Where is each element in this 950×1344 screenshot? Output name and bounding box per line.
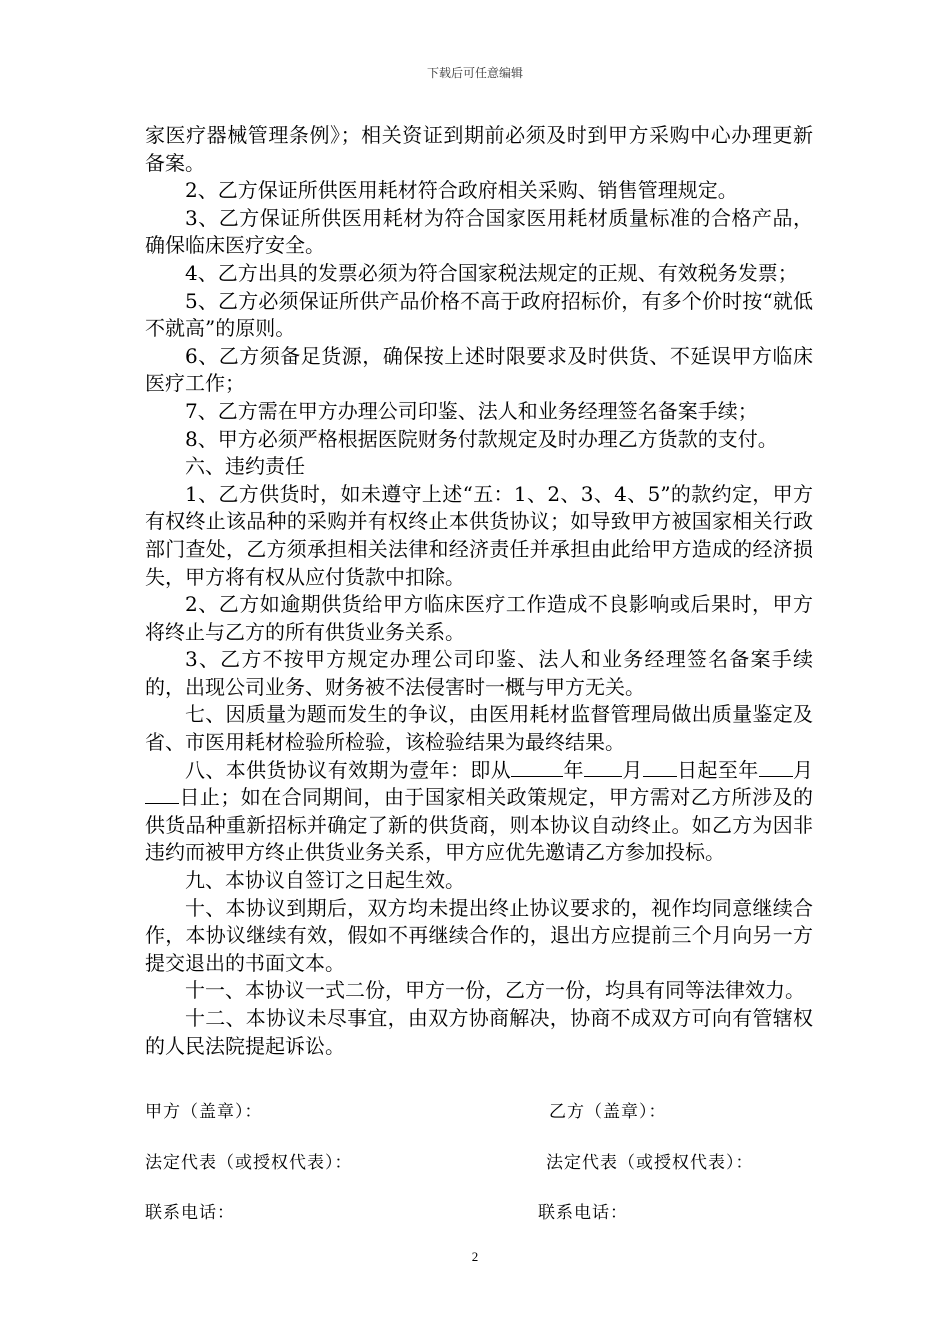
- clause-10: 十、本协议到期后，双方均未提出终止协议要求的，视作均同意继续合作，本协议继续有效，假如不再继续合作的，退出方应提前三个月向另一方提交退出的书面文本。: [145, 895, 813, 975]
- section-heading-breach: 六、违约责任: [185, 454, 305, 479]
- party-b-rep-label: 法定代表（或授权代表）：: [546, 1153, 754, 1173]
- paragraph-continuation: 家医疗器械管理条例》；相关资证到期前必须及时到甲方采购中心办理更新备案。: [145, 123, 813, 175]
- party-a-seal-label: 甲方（盖章）：: [145, 1102, 263, 1122]
- clause-6-1: 1、乙方供货时，如未遵守上述“五：1、2、3、4、5”的款约定，甲方有权终止该品种的采购并有权终止本供货协议；如导致甲方被国家相关行政部门查处，乙方须承担相关法律和经济责任并承担由此给甲方造成的经济损失，甲方将有权从应付货款中扣除。: [145, 481, 813, 589]
- party-a-rep-label: 法定代表（或授权代表）：: [145, 1153, 353, 1173]
- blank-month-from: [584, 758, 622, 777]
- page-header: 下载后可任意编辑: [426, 66, 523, 80]
- clause-5-7: 7、乙方需在甲方办理公司印鉴、法人和业务经理签名备案手续；: [185, 398, 758, 423]
- clause-5-4: 4、乙方出具的发票必须为符合国家税法规定的正规、有效税务发票；: [185, 260, 798, 285]
- clause-8-validity: 八、本供货协议有效期为壹年：即从 年 月 日起至年 月日止；如在合同期间，由于国家相关政策规定，甲方需对乙方所涉及的供货品种重新招标并确定了新的供货商，则本协议自动终止。如乙方为因非违约而被甲方终止供货业务关系，甲方应优先邀请乙方参加投标。: [145, 757, 814, 865]
- clause-6-2: 2、乙方如逾期供货给甲方临床医疗工作造成不良影响或后果时，甲方将终止与乙方的所有供货业务关系。: [145, 592, 813, 644]
- clause-6-3: 3、乙方不按甲方规定办理公司印鉴、法人和业务经理签名备案手续的，出现公司业务、财务被不法侵害时一概与甲方无关。: [145, 647, 813, 699]
- clause-5-3: 3、乙方保证所供医用耗材为符合国家医用耗材质量标准的合格产品，确保临床医疗安全。: [145, 205, 813, 258]
- party-a-phone-label: 联系电话：: [145, 1203, 235, 1223]
- blank-day-from: [643, 758, 677, 777]
- clause-5-5: 5、乙方必须保证所供产品价格不高于政府招标价，有多个价时按“就低不就高”的原则。: [145, 288, 813, 341]
- clause-5-2: 2、乙方保证所供医用耗材符合政府相关采购、销售管理规定。: [185, 178, 738, 203]
- party-b-phone-label: 联系电话：: [538, 1203, 628, 1223]
- contract-body: [145, 122, 813, 1060]
- blank-year-from: [511, 758, 563, 777]
- clause-9: 九、本协议自签订之日起生效。: [185, 868, 465, 893]
- party-b-seal-label: 乙方（盖章）：: [549, 1102, 667, 1122]
- clause-7: 七、因质量为题而发生的争议，由医用耗材监督管理局做出质量鉴定及省、市医用耗材检验所检验，该检验结果为最终结果。: [145, 702, 813, 755]
- clause-11: 十一、本协议一式二份，甲方一份，乙方一份，均具有同等法律效力。: [185, 978, 805, 1003]
- clause-5-6: 6、乙方须备足货源，确保按上述时限要求及时供货、不延误甲方临床医疗工作；: [145, 343, 813, 396]
- clause-12: 十二、本协议未尽事宜，由双方协商解决，协商不成双方可向有管辖权的人民法院提起诉讼。: [145, 1006, 813, 1058]
- clause-5-8: 8、甲方必须严格根据医院财务付款规定及时办理乙方货款的支付。: [185, 426, 778, 451]
- blank-month-to: [759, 758, 793, 777]
- page-number: 2: [471, 1249, 479, 1264]
- blank-day-to: [145, 785, 179, 804]
